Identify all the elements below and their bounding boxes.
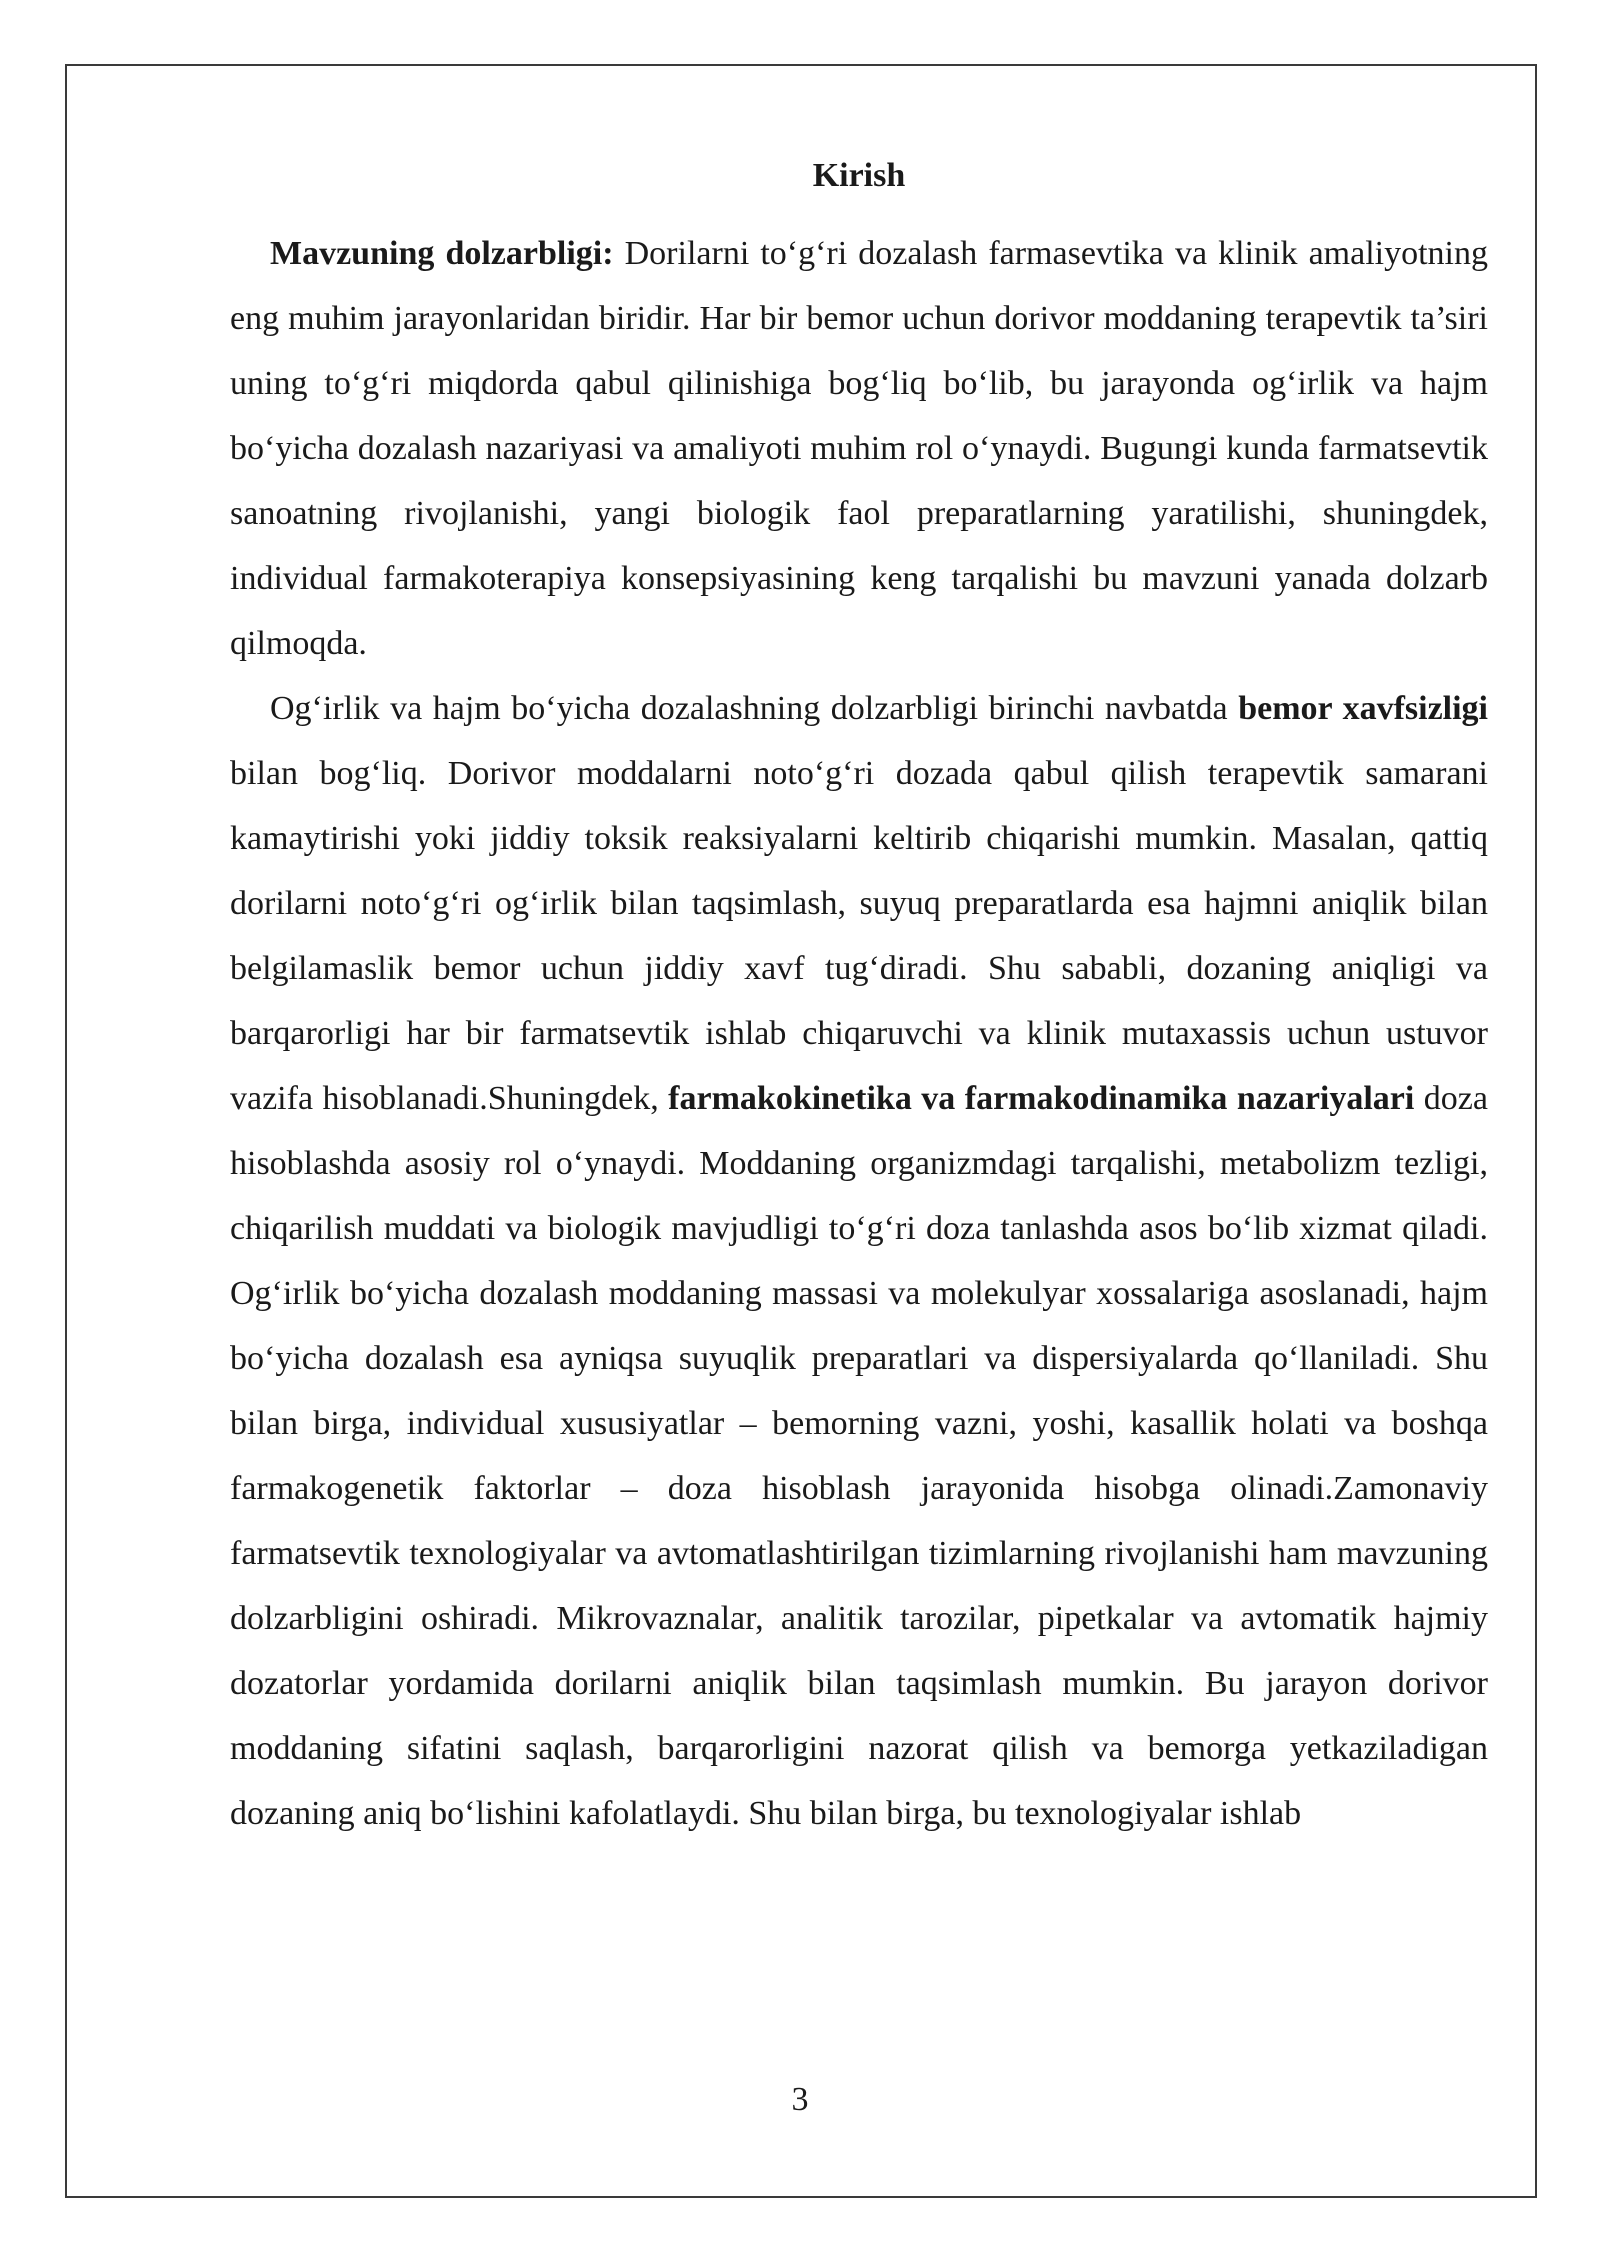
- paragraph-lead-bold: Mavzuning dolzarbligi:: [270, 235, 614, 272]
- paragraph-text: doza hisoblashda asosiy rol o‘ynaydi. Moddaning organizmdagi tarqalishi, metabolizm tezligi, chiqarilish muddati va biologik mavjudligi to‘g‘ri doza tanlashda asos bo‘lib xizmat qiladi. Og‘irlik bo‘yicha dozalash moddaning massasi va molekulyar xossalariga asoslanadi, hajm bo‘yicha dozalash esa ayniqsa suyuqlik preparatlari va dispersiyalarda qo‘llaniladi. Shu bilan birga, individual xususiyatlar – bemorning vazni, yoshi, kasallik holati va boshqa farmakogenetik faktorlar – doza hisoblash jarayonida hisobga olinadi.Zamonaviy farmatsevtik texnologiyalar va avtomatlashtirilgan tizimlarning rivojlanishi ham mavzuning dolzarbligini oshiradi. Mikrovaznalar, analitik tarozilar, pipetkalar va avtomatik hajmiy dozatorlar yordamida dorilarni aniqlik bilan taqsimlash mumkin. Bu jarayon dorivor moddaning sifatini saqlash, barqarorligini nazorat qilish va bemorga yetkaziladigan dozaning aniq bo‘lishini kafolatlaydi. Shu bilan birga, bu texnologiyalar ishlab: [230, 1080, 1488, 1832]
- paragraph-dosing-importance: [230, 676, 1488, 1846]
- paragraph-text: Dorilarni to‘g‘ri dozalash farmasevtika va klinik amaliyotning eng muhim jarayonlaridan biridir. Har bir bemor uchun dorivor moddaning terapevtik ta’siri uning to‘g‘ri miqdorda qabul qilinishiga bog‘liq bo‘lib, bu jarayonda og‘irlik va hajm bo‘yicha dozalash nazariyasi va amaliyoti muhim rol o‘ynaydi. Bugungi kunda farmatsevtik sanoatning rivojlanishi, yangi biologik faol preparatlarning yaratilishi, shuningdek, individual farmakoterapiya konsepsiyasining keng tarqalishi bu mavzuni yanada dolzarb qilmoqda.: [230, 235, 1488, 662]
- paragraph-text: bilan bog‘liq. Dorivor moddalarni noto‘g‘ri dozada qabul qilish terapevtik samarani kamaytirishi yoki jiddiy toksik reaksiyalarni keltirib chiqarishi mumkin. Masalan, qattiq dorilarni noto‘g‘ri og‘irlik bilan taqsimlash, suyuq preparatlarda esa hajmni aniqlik bilan belgilamaslik bemor uchun jiddiy xavf tug‘diradi. Shu sababli, dozaning aniqligi va barqarorligi har bir farmatsevtik ishlab chiqaruvchi va klinik mutaxassis uchun ustuvor vazifa hisoblanadi.Shuningdek,: [230, 755, 1488, 1117]
- page-number: 3: [791, 2081, 809, 2118]
- page-content: [230, 145, 1488, 1846]
- section-title: Kirish: [812, 157, 906, 194]
- emphasis-patient-safety: bemor xavfsizligi: [1238, 690, 1489, 727]
- emphasis-pharmacology-theories: farmakokinetika va farmakodinamika nazariyalari: [668, 1080, 1415, 1117]
- paragraph-relevance: [230, 221, 1488, 676]
- paragraph-text: Og‘irlik va hajm bo‘yicha dozalashning dolzarbligi birinchi navbatda: [270, 690, 1239, 727]
